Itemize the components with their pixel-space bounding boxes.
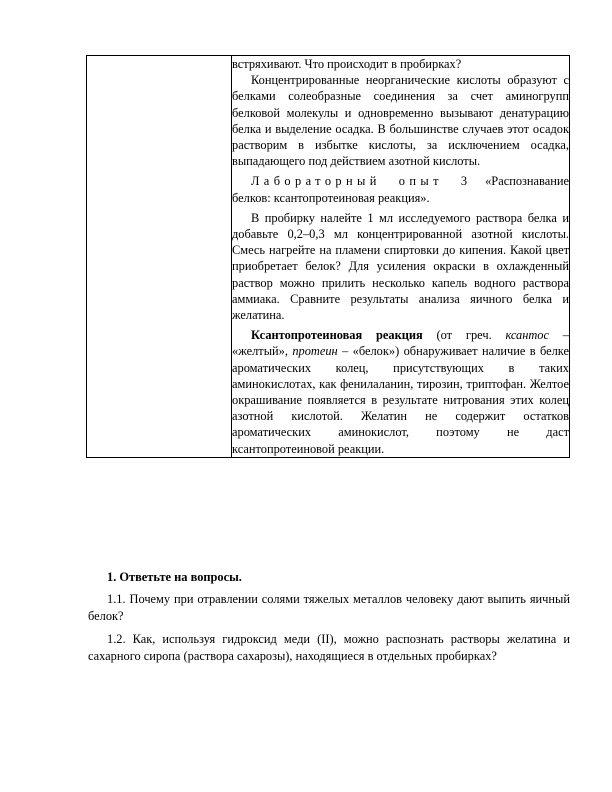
- question-2: [88, 631, 570, 665]
- text-segment: – «белок») обнаруживает наличие в белке ароматических колец, присутствующих в таких аминокислотах, как фенилаланин, тирозин, триптофан. Желтое окрашивание появляется в результате нитрования этих колец азотной кислотой. Желатин не содержит остатков ароматических аминокислот, поэтому не даст ксантопротеиновой реакции.: [232, 344, 570, 456]
- table-row: [87, 56, 570, 458]
- empty-left-cell: [87, 56, 232, 458]
- paragraph-procedure: В пробирку налейте 1 мл исследуемого раствора белка и добавьте 0,2–0,3 мл концентрированной азотной кислоты. Смесь нагрейте на пламени спиртовки до кипения. Какой цвет приобретает белок? Для усиления окраски в охлажденный раствор можно прилить несколько капель водного раствора аммиака. Сравните результаты анализа яичного белка и желатина.: [232, 210, 569, 323]
- paragraph-xanthoprotein: [232, 327, 569, 457]
- text-cell: [232, 56, 570, 458]
- lab-heading-spaced: Лабораторный опыт 3: [251, 174, 472, 189]
- term-xanthoprotein: Ксантопротеиновая реакция: [251, 328, 423, 343]
- term-xanthos: ксантос: [505, 328, 549, 343]
- question-1-text: 1.1. Почему при отравлении солями тяжелых металлов человеку дают выпить яичный белок?: [88, 592, 570, 623]
- question-1: [88, 591, 570, 625]
- questions-title: 1. Ответьте на вопросы.: [107, 570, 242, 584]
- lab-heading-rest: «Распознавание белков: ксантопротеиновая реакция».: [232, 174, 569, 205]
- question-2-text: 1.2. Как, используя гидроксид меди (II), можно распознать растворы желатина и сахарного сиропа (раствора сахарозы), находящиеся в отдельных пробирках?: [88, 632, 570, 663]
- paragraph-intro: встряхивают. Что происходит в пробирках?: [232, 57, 462, 71]
- term-protein: протеин: [292, 344, 338, 359]
- paragraph-acids: Концентрированные неорганические кислоты образуют с белками солеобразные соединения за счет аминогрупп белковой молекулы и одновременно вызывают денатурацию белка и выделение осадка. В большинстве случаев этот осадок растворим в избытке кислоты, за исключением осадка, выпадающего под действием азотной кислоты.: [232, 73, 569, 169]
- content-table: [86, 55, 570, 458]
- text-segment: (от греч.: [422, 328, 506, 343]
- text-segment: – «желтый»,: [232, 328, 569, 359]
- lab-experiment-heading: [232, 173, 569, 205]
